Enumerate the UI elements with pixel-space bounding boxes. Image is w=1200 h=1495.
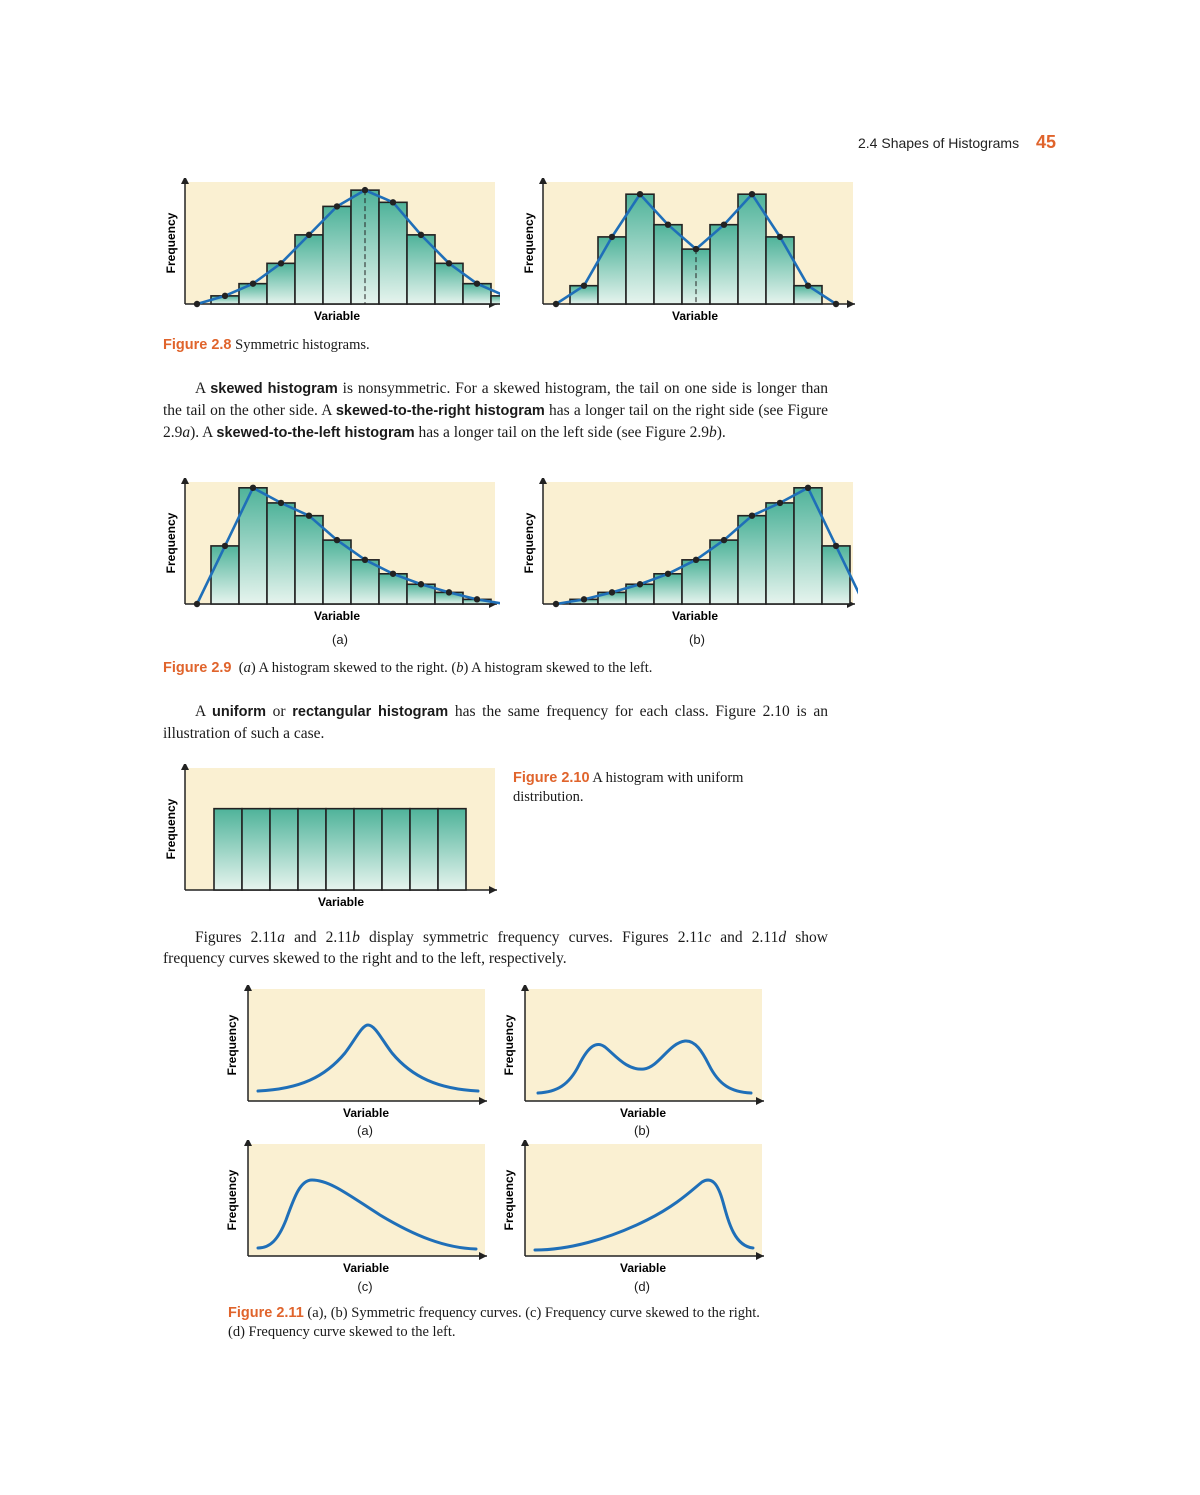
y-axis-arrow: [539, 178, 547, 184]
histogram-skewed-left: [513, 478, 858, 628]
polygon-point: [637, 581, 643, 587]
y-axis-label: Frequency: [225, 1014, 239, 1076]
histogram-uniform: [155, 764, 500, 914]
histogram-bar: [598, 237, 626, 304]
polygon-point: [721, 537, 727, 543]
polygon-point: [749, 191, 755, 197]
polygon-point: [390, 199, 396, 205]
x-axis-label: Variable: [342, 1261, 390, 1275]
chart-panel: [525, 989, 762, 1101]
polygon-point: [334, 537, 340, 543]
x-axis-label: Variable: [313, 609, 361, 623]
y-axis-arrow: [181, 178, 189, 184]
histogram-bar: [822, 546, 850, 604]
histogram-bar: [438, 809, 466, 890]
polygon-point: [833, 543, 839, 549]
subfigure-label-b: (b): [689, 632, 705, 647]
paragraph-skewed: A skewed histogram is nonsymmetric. For a skewed histogram, the tail on one side is longer than the tail on the other side. A skewed-to-the-right histogram has a longer tail on the right side (see Figure 2.9a). A skewed-to-the-left histogram has a longer tail on the left side (see Figure 2.9b).: [163, 380, 828, 441]
x-axis-label: Variable: [313, 309, 361, 323]
y-axis-arrow: [181, 478, 189, 484]
polygon-point: [390, 571, 396, 577]
histogram-bar: [323, 206, 351, 304]
paragraph-curves: Figures 2.11a and 2.11b display symmetric frequency curves. Figures 2.11c and 2.11d show frequency curves skewed to the right and to the left, respectively.: [163, 929, 828, 967]
polygon-point: [749, 512, 755, 518]
polygon-point: [278, 500, 284, 506]
polygon-point: [334, 203, 340, 209]
running-head: 2.4 Shapes of Histograms: [858, 135, 1020, 151]
polygon-point: [474, 280, 480, 286]
chart-panel: [248, 1144, 485, 1256]
histogram-symmetric-unimodal: [155, 178, 500, 328]
polygon-point: [446, 260, 452, 266]
x-axis-label: Variable: [619, 1261, 667, 1275]
curve-symmetric-bimodal: [497, 985, 767, 1125]
polygon-point: [833, 301, 839, 307]
subfigure-label-c: (c): [357, 1279, 373, 1294]
polygon-point: [693, 557, 699, 563]
histogram-bar: [242, 809, 270, 890]
polygon-point: [805, 485, 811, 491]
histogram-bar: [738, 516, 766, 604]
subfigure-label-d: (d): [634, 1279, 650, 1294]
y-axis-label: Frequency: [164, 798, 178, 860]
figure-2-9-caption: Figure 2.9 (a) A histogram skewed to the right. (b) A histogram skewed to the left.: [163, 660, 653, 676]
polygon-point: [446, 589, 452, 595]
histogram-bar: [354, 809, 382, 890]
histogram-bar: [382, 809, 410, 890]
x-axis-label: Variable: [342, 1106, 390, 1120]
y-axis-label: Frequency: [502, 1014, 516, 1076]
histogram-bar: [326, 809, 354, 890]
y-axis-arrow: [539, 478, 547, 484]
polygon-point: [418, 581, 424, 587]
polygon-point: [581, 596, 587, 602]
subfigure-label-a: (a): [357, 1123, 373, 1138]
histogram-bar: [682, 560, 710, 604]
polygon-point: [194, 301, 200, 307]
histogram-bar: [267, 503, 295, 604]
x-axis-label: Variable: [619, 1106, 667, 1120]
figure-2-10-caption: [513, 769, 783, 807]
polygon-point: [581, 283, 587, 289]
polygon-point: [250, 280, 256, 286]
page-number: 45: [1036, 132, 1057, 152]
histogram-bar: [298, 809, 326, 890]
polygon-point: [306, 512, 312, 518]
y-axis-arrow: [521, 1140, 529, 1146]
polygon-point: [250, 485, 256, 491]
polygon-point: [222, 293, 228, 299]
polygon-point: [805, 283, 811, 289]
histogram-bar: [323, 540, 351, 604]
histogram-bar: [214, 809, 242, 890]
chart-panel: [525, 1144, 762, 1256]
y-axis-arrow: [244, 985, 252, 991]
subfigure-label-a: (a): [332, 632, 348, 647]
histogram-bar: [766, 237, 794, 304]
histogram-bar: [766, 503, 794, 604]
x-axis-label: Variable: [671, 309, 719, 323]
polygon-point: [609, 234, 615, 240]
caption-text: Symmetric histograms.: [235, 337, 370, 353]
y-axis-label: Frequency: [502, 1169, 516, 1231]
y-axis-label: Frequency: [522, 212, 536, 274]
figure-label: Figure 2.8: [163, 337, 232, 353]
polygon-point: [637, 191, 643, 197]
histogram-bar: [270, 809, 298, 890]
polygon-point: [665, 222, 671, 228]
figure-label: Figure 2.11: [228, 1305, 304, 1321]
histogram-bar: [491, 296, 500, 304]
polygon-point: [194, 601, 200, 607]
curve-skewed-left: [497, 1140, 767, 1280]
histogram-skewed-right: [155, 478, 500, 628]
figure-label: Figure 2.9: [163, 660, 232, 676]
y-axis-label: Frequency: [225, 1169, 239, 1231]
subfigure-label-b: (b): [634, 1123, 650, 1138]
y-axis-label: Frequency: [522, 512, 536, 574]
histogram-bar: [211, 546, 239, 604]
figure-label: Figure 2.10: [513, 770, 590, 786]
chart-panel: [248, 989, 485, 1101]
curve-skewed-right: [220, 1140, 490, 1280]
polygon-point: [777, 500, 783, 506]
caption-text: (a), (b) Symmetric frequency curves. (c) Frequency curve skewed to the right. (d) Frequency curve skewed to the left.: [228, 1305, 760, 1340]
x-axis-label: Variable: [317, 895, 365, 909]
histogram-bar: [295, 516, 323, 604]
histogram-bar: [351, 560, 379, 604]
polygon-point: [553, 601, 559, 607]
histogram-bar: [710, 225, 738, 304]
figure-2-11-caption: [228, 1304, 768, 1342]
polygon-point: [777, 234, 783, 240]
y-axis-arrow: [244, 1140, 252, 1146]
x-axis-label: Variable: [671, 609, 719, 623]
histogram-bar: [379, 202, 407, 304]
y-axis-arrow: [181, 764, 189, 770]
histogram-bar: [410, 809, 438, 890]
polygon-point: [222, 543, 228, 549]
polygon-point: [553, 301, 559, 307]
histogram-symmetric-bimodal: [513, 178, 858, 328]
polygon-point: [721, 222, 727, 228]
polygon-point: [362, 187, 368, 193]
polygon-point: [278, 260, 284, 266]
paragraph-uniform: A uniform or rectangular histogram has the same frequency for each class. Figure 2.10 is an illustration of such a case.: [163, 703, 829, 742]
polygon-point: [474, 596, 480, 602]
polygon-point: [306, 232, 312, 238]
y-axis-label: Frequency: [164, 512, 178, 574]
histogram-bar: [654, 225, 682, 304]
polygon-point: [665, 571, 671, 577]
caption-text: A histogram with uniform distribution.: [513, 770, 744, 805]
y-axis-arrow: [521, 985, 529, 991]
polygon-point: [609, 589, 615, 595]
polygon-point: [693, 246, 699, 252]
polygon-point: [362, 557, 368, 563]
curve-symmetric-unimodal: [220, 985, 490, 1125]
y-axis-label: Frequency: [164, 212, 178, 274]
figure-2-8-caption: [163, 336, 370, 355]
histogram-bar: [710, 540, 738, 604]
polygon-point: [418, 232, 424, 238]
